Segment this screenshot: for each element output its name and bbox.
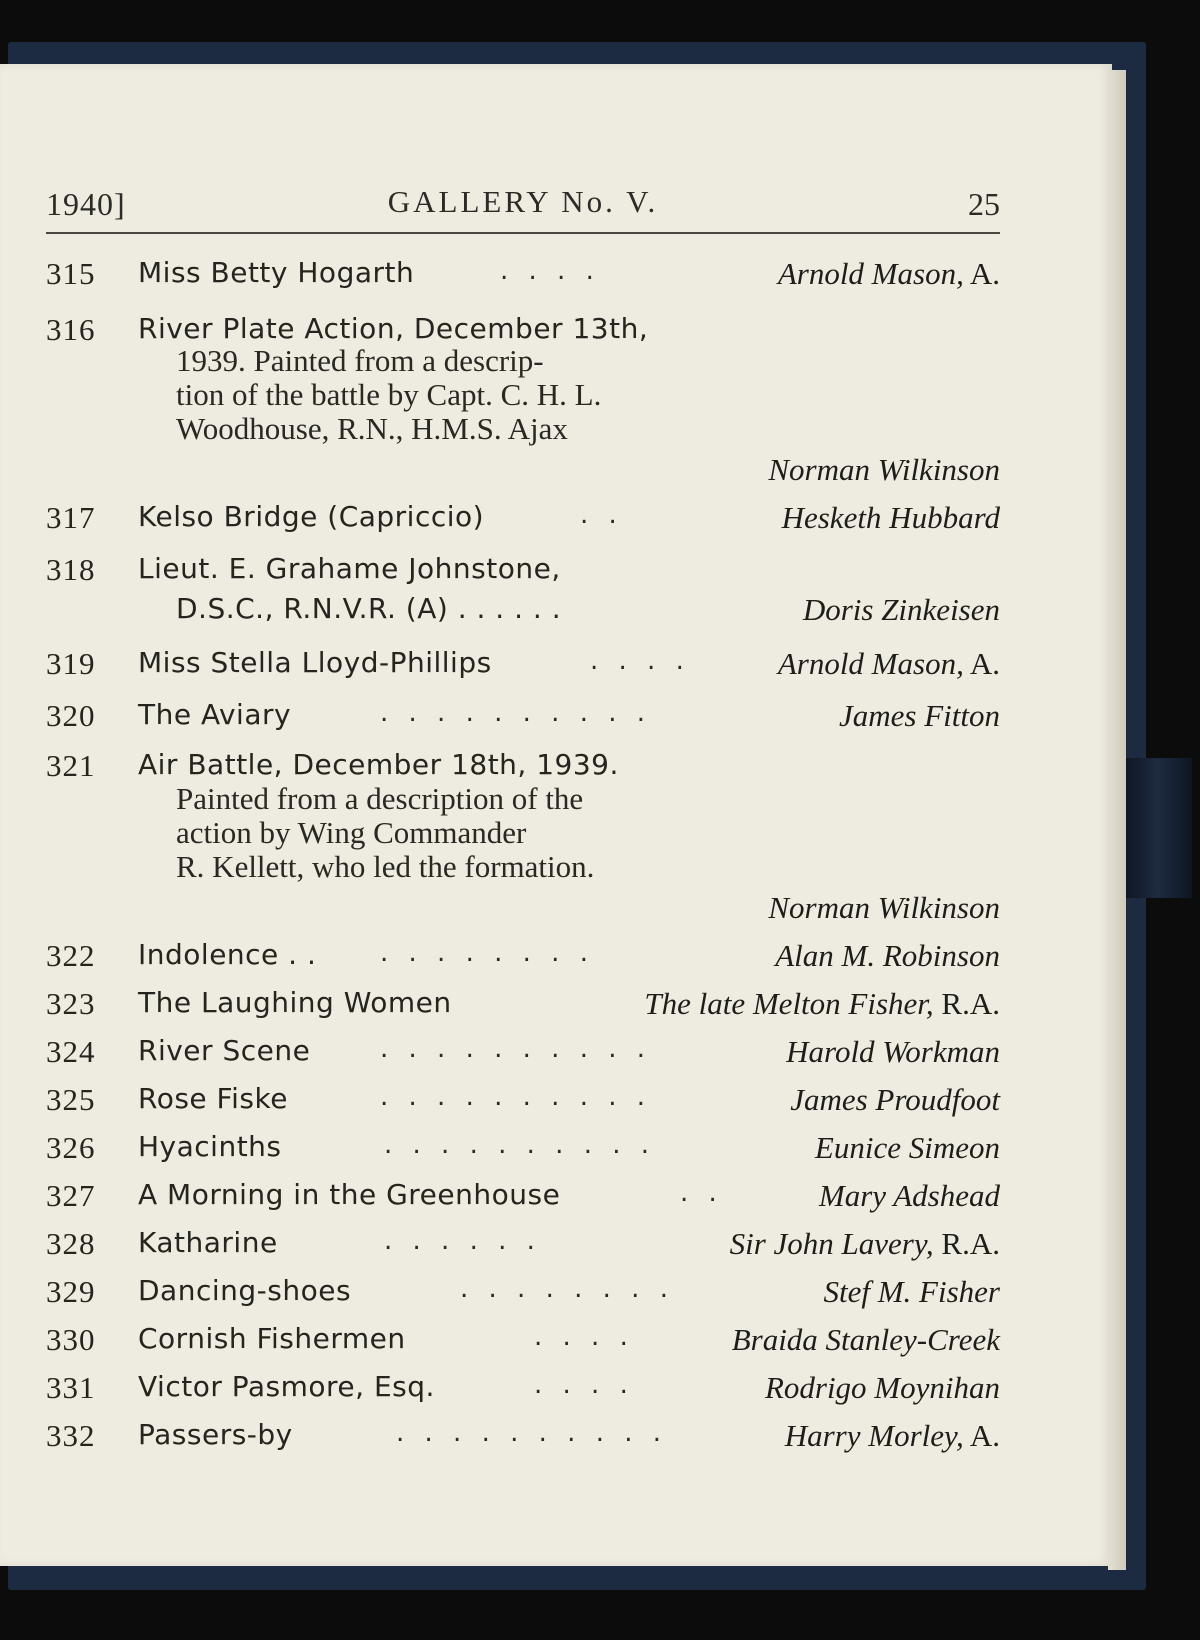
entry-artist: Harry Morley, A. (784, 1418, 1000, 1453)
entry-number: 324 (46, 1034, 96, 1069)
entry-artist: Norman Wilkinson (768, 452, 1000, 487)
entry-artist: Arnold Mason, A. (777, 646, 1000, 681)
entry-artist: Alan M. Robinson (775, 938, 1000, 973)
entry-artist: Arnold Mason, A. (777, 256, 1000, 291)
entry-list (0, 64, 1112, 1566)
entry-number: 325 (46, 1082, 96, 1117)
entry-title: Dancing-shoes (138, 1274, 352, 1307)
entry-title: Indolence . . (138, 938, 317, 971)
entry-title: The Aviary (138, 698, 292, 731)
entry-artist: The late Melton Fisher, R.A. (644, 986, 1000, 1021)
entry-title: River Scene (138, 1034, 311, 1067)
entry-title: Lieut. E. Grahame Johnstone, (138, 552, 561, 585)
entry-number: 328 (46, 1226, 96, 1261)
entry-number: 332 (46, 1418, 96, 1453)
entry-number: 317 (46, 500, 96, 535)
entry-title-continued: D.S.C., R.N.V.R. (A) . . . . . . (176, 592, 562, 625)
entry-artist: Mary Adshead (818, 1178, 1000, 1213)
entry-artist: Norman Wilkinson (768, 890, 1000, 925)
entry-number: 322 (46, 938, 96, 973)
entry-number: 318 (46, 552, 96, 587)
entry-number: 319 (46, 646, 96, 681)
entry-title: Miss Betty Hogarth (138, 256, 415, 289)
entry-title: Miss Stella Lloyd-Phillips (138, 646, 492, 679)
leader-dots: . . . . . . (384, 1226, 541, 1256)
entry-title: Hyacinths (138, 1130, 282, 1163)
entry-artist: Hesketh Hubbard (781, 500, 1000, 535)
entry-title: Passers-by (138, 1418, 293, 1451)
leader-dots: . . . . . . . . (460, 1274, 674, 1304)
entry-title: A Morning in the Greenhouse (138, 1178, 561, 1211)
entry-artist: Harold Workman (786, 1034, 1000, 1069)
entry-description-line: Woodhouse, R.N., H.M.S. Ajax (176, 411, 568, 446)
entry-title: Rose Fiske (138, 1082, 288, 1115)
entry-title: Kelso Bridge (Capriccio) (138, 500, 485, 533)
leader-dots: . . . . . . . . . . (380, 1034, 652, 1064)
entry-artist: Stef M. Fisher (823, 1274, 1000, 1309)
entry-number: 321 (46, 748, 96, 783)
leader-dots: . . . . . . . . (380, 938, 594, 968)
leader-dots: . . . . (534, 1370, 634, 1400)
entry-number: 329 (46, 1274, 96, 1309)
leader-dots: . . . . . . . . . . (396, 1418, 668, 1448)
entry-description-line: R. Kellett, who led the formation. (176, 849, 595, 884)
catalogue-page (0, 64, 1112, 1566)
entry-title: Cornish Fishermen (138, 1322, 406, 1355)
entry-title: River Plate Action, December 13th, (138, 312, 649, 345)
entry-description-line: Painted from a description of the (176, 781, 584, 816)
entry-artist: Sir John Lavery, R.A. (729, 1226, 1000, 1261)
entry-artist: James Fitton (839, 698, 1000, 733)
entry-number: 327 (46, 1178, 96, 1213)
entry-number: 331 (46, 1370, 96, 1405)
entry-title: Air Battle, December 18th, 1939. (138, 748, 619, 781)
entry-description-line: tion of the battle by Capt. C. H. L. (176, 377, 602, 412)
entry-description-line: action by Wing Commander (176, 815, 527, 850)
entry-artist: Eunice Simeon (814, 1130, 1000, 1165)
leader-dots: . . . . (500, 256, 600, 286)
entry-title: The Laughing Women (138, 986, 452, 1019)
entry-artist: James Proudfoot (790, 1082, 1000, 1117)
entry-artist: Doris Zinkeisen (802, 592, 1000, 627)
leader-dots: . . . . . . . . . . (380, 1082, 652, 1112)
leader-dots: . . . . . . . . . . (380, 698, 652, 728)
entry-title: Victor Pasmore, Esq. (138, 1370, 435, 1403)
bookmark-ribbon (1124, 758, 1192, 898)
entry-number: 323 (46, 986, 96, 1021)
entry-number: 316 (46, 312, 96, 347)
header-year: 1940] (46, 186, 126, 222)
leader-dots: . . (680, 1178, 723, 1208)
entry-number: 330 (46, 1322, 96, 1357)
header-title: GALLERY No. V. (387, 184, 659, 219)
entry-artist: Rodrigo Moynihan (764, 1370, 1000, 1405)
leader-dots: . . . . (590, 646, 690, 676)
entry-description-line: 1939. Painted from a descrip- (176, 343, 544, 378)
entry-artist: Braida Stanley-Creek (731, 1322, 1000, 1357)
leader-dots: . . . . . . . . . . (384, 1130, 656, 1160)
entry-number: 320 (46, 698, 96, 733)
entry-number: 315 (46, 256, 96, 291)
leader-dots: . . (580, 500, 623, 530)
header-page-number: 25 (968, 186, 1000, 222)
entry-title: Katharine (138, 1226, 278, 1259)
leader-dots: . . . . (534, 1322, 634, 1352)
entry-number: 326 (46, 1130, 96, 1165)
